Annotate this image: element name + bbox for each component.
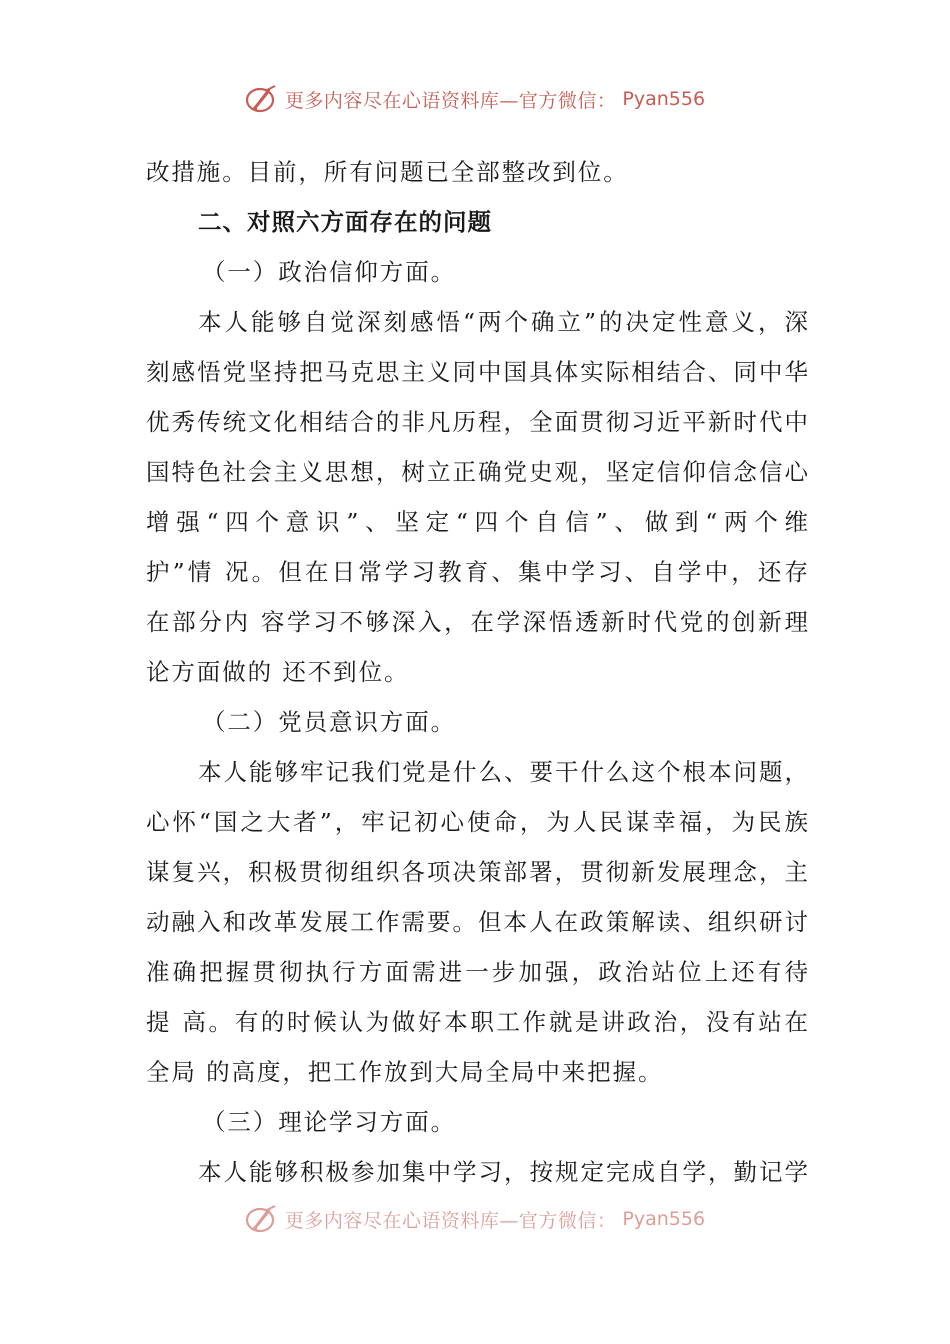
- paragraph-line: 论方面做的 还不到位。: [146, 658, 410, 686]
- brush-pen-logo-icon: [245, 1202, 279, 1236]
- header-watermark: [0, 82, 950, 120]
- subsection-heading: （二）党员意识方面。: [202, 708, 456, 736]
- paragraph-line: 本人能够自觉深刻感悟“两个确立”的决定性意义，深: [198, 308, 808, 336]
- paragraph-line: 护”情 况。但在日常学习教育、集中学习、自学中，还存: [146, 558, 808, 586]
- paragraph-line: 在部分内 容学习不够深入，在学深悟透新时代党的创新理: [146, 608, 808, 636]
- paragraph-line: 准确把握贯彻执行方面需进一步加强，政治站位上还有待: [146, 958, 808, 986]
- paragraph-line: 本人能够牢记我们党是什么、要干什么这个根本问题，: [198, 758, 808, 786]
- paragraph-line: 改措施。目前，所有问题已全部整改到位。: [146, 158, 629, 186]
- paragraph-line: 提 高。有的时候认为做好本职工作就是讲政治，没有站在: [146, 1008, 808, 1036]
- paragraph-line: 动融入和改革发展工作需要。但本人在政策解读、组织研讨: [146, 908, 808, 936]
- paragraph-line: 增强“四个意识”、坚定“四个自信”、做到“两个维: [146, 508, 808, 536]
- paragraph-line: 优秀传统文化相结合的非凡历程，全面贯彻习近平新时代中: [146, 408, 808, 436]
- header-watermark-wechat: Pyan556: [622, 88, 706, 110]
- paragraph-line: 国特色社会主义思想，树立正确党史观，坚定信仰信念信心: [146, 458, 808, 486]
- paragraph-line: 心怀“国之大者”，牢记初心使命，为人民谋幸福，为民族: [146, 808, 808, 836]
- section-heading: 二、对照六方面存在的问题: [198, 208, 492, 236]
- paragraph-line: 全局 的高度，把工作放到大局全局中来把握。: [146, 1058, 664, 1086]
- brush-pen-logo-icon: [245, 82, 279, 116]
- paragraph-line: 本人能够积极参加集中学习，按规定完成自学，勤记学: [198, 1158, 808, 1186]
- footer-watermark-wechat: Pyan556: [622, 1208, 706, 1230]
- paragraph-line: 刻感悟党坚持把马克思主义同中国具体实际相结合、同中华: [146, 358, 808, 386]
- footer-watermark-text: 更多内容尽在心语资料库—官方微信：: [284, 1209, 617, 1232]
- document-body: [146, 150, 808, 1200]
- subsection-heading: （一）政治信仰方面。: [202, 258, 456, 286]
- paragraph-line: 谋复兴，积极贯彻组织各项决策部署，贯彻新发展理念，主: [146, 858, 808, 886]
- footer-watermark: [0, 1202, 950, 1240]
- subsection-heading: （三）理论学习方面。: [202, 1108, 456, 1136]
- header-watermark-text: 更多内容尽在心语资料库—官方微信：: [284, 89, 617, 112]
